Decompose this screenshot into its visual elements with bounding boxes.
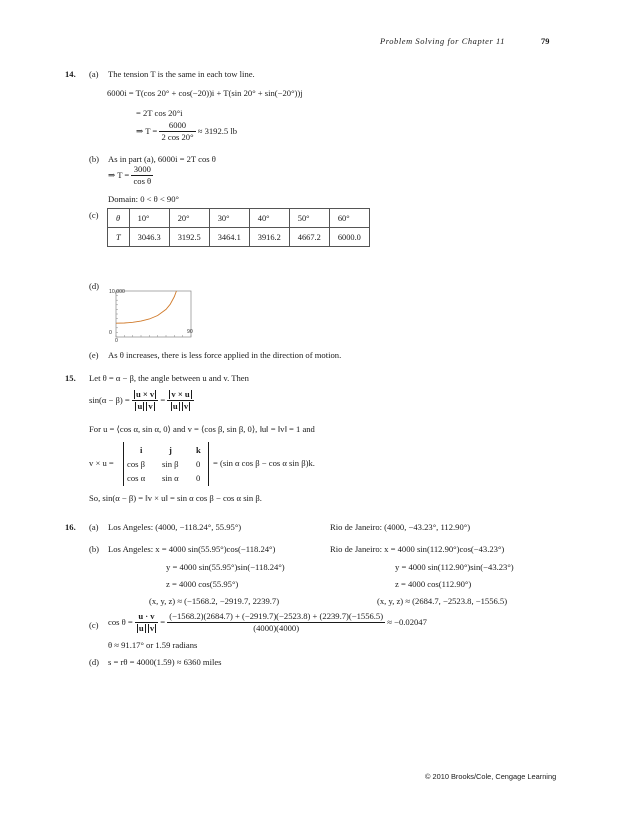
table-cell: 50° bbox=[289, 209, 329, 228]
p16-a-rio: Rio de Janeiro: (4000, −43.23°, 112.90°) bbox=[330, 522, 471, 532]
p16-d-equation: s = rθ = 4000(1.59) ≈ 6360 miles bbox=[108, 657, 222, 667]
p16-c-result: ≈ −0.02047 bbox=[387, 617, 427, 627]
p14-d-graph bbox=[100, 282, 210, 342]
p15-fraction-2 bbox=[167, 390, 193, 411]
p14-a-eq2: = 2T cos 20°i bbox=[136, 108, 183, 118]
table-cell: θ bbox=[108, 209, 130, 228]
table-cell: 6000.0 bbox=[329, 228, 369, 247]
p16-a-los-angeles: Los Angeles: (4000, −118.24°, 55.95°) bbox=[108, 522, 242, 532]
p14-a-eq1: 6000i = T(cos 20° + cos(−20))i + T(sin 20° + sin(−20°))j bbox=[107, 88, 303, 98]
p14-c-table bbox=[107, 208, 370, 247]
table-cell: 3046.3 bbox=[129, 228, 169, 247]
p16-c-lhs: cos θ = bbox=[108, 617, 133, 627]
problem-15-number: 15. bbox=[65, 373, 76, 383]
p15-f2-den-b: v bbox=[183, 401, 189, 412]
p14-a-fraction-numerator: 6000 bbox=[159, 121, 195, 132]
p16-c-f2-numerator: (−1568.2)(2684.7) + (−2919.7)(−2523.8) + (2239.7)(−1556.5) bbox=[167, 612, 385, 623]
p16-c-label: (c) bbox=[89, 620, 99, 630]
matrix-cell: cos β bbox=[127, 459, 145, 469]
p16-c-equation bbox=[108, 612, 427, 633]
p16-b-rio-x: Rio de Janeiro: x = 4000 sin(112.90°)cos(−43.23°) bbox=[330, 544, 505, 554]
p14-a-statement: The tension T is the same in each tow line. bbox=[108, 69, 255, 79]
p15-f1-numerator: u × v bbox=[135, 389, 155, 399]
matrix-cell: sin β bbox=[162, 459, 179, 469]
p14-c-label: (c) bbox=[89, 210, 99, 220]
page-number: 79 bbox=[541, 37, 550, 46]
x-tick-label-left: 0 bbox=[115, 338, 118, 342]
p15-cross-lhs: v × u = bbox=[89, 458, 114, 468]
problem-16-number: 16. bbox=[65, 522, 76, 532]
tension-curve bbox=[116, 291, 176, 323]
p14-b-eq bbox=[108, 165, 153, 186]
table-cell: 3916.2 bbox=[249, 228, 289, 247]
p15-f1-den-a: u bbox=[137, 401, 143, 412]
table-cell: 30° bbox=[209, 209, 249, 228]
p14-b-statement: As in part (a), 6000i = 2T cos θ bbox=[108, 154, 216, 164]
p14-b-label: (b) bbox=[89, 154, 100, 164]
matrix-cell: j bbox=[169, 445, 172, 455]
table-row bbox=[108, 209, 370, 228]
p14-a-fraction-denominator: 2 cos 20° bbox=[161, 132, 194, 143]
p16-c-f1-den-a: u bbox=[138, 623, 144, 634]
p15-sin-equation bbox=[89, 390, 194, 411]
matrix-cell: i bbox=[140, 445, 143, 455]
p14-b-fraction bbox=[131, 165, 153, 186]
p16-c-fraction-2 bbox=[167, 612, 385, 633]
p16-b-la-y: y = 4000 sin(55.95°)sin(−118.24°) bbox=[166, 562, 285, 572]
p14-a-eq3-prefix: ⇒ T = bbox=[136, 126, 158, 136]
p14-d-label: (d) bbox=[89, 281, 100, 291]
p14-e-label: (e) bbox=[89, 350, 99, 360]
y-tick-label-bottom: 0 bbox=[109, 330, 112, 336]
p14-b-eq-prefix: ⇒ T = bbox=[108, 170, 130, 180]
p15-fraction-1 bbox=[132, 390, 158, 411]
table-cell: 60° bbox=[329, 209, 369, 228]
p16-b-la-z: z = 4000 cos(55.95°) bbox=[166, 579, 239, 589]
p16-b-rio-xyz: (x, y, z) ≈ (2684.7, −2523.8, −1556.5) bbox=[377, 596, 508, 606]
table-cell: 3464.1 bbox=[209, 228, 249, 247]
p14-a-eq3 bbox=[136, 121, 237, 142]
y-tick-label-top: 10,000 bbox=[109, 289, 125, 295]
table-row bbox=[108, 228, 370, 247]
problem-14-number: 14. bbox=[65, 69, 76, 79]
p16-c-f2-denominator: (4000)(4000) bbox=[253, 623, 300, 634]
p15-cross-rhs: = (sin α cos β − cos α sin β)k. bbox=[213, 458, 315, 468]
p14-e-statement: As θ increases, there is less force applied in the direction of motion. bbox=[108, 350, 342, 360]
p14-b-fraction-denominator: cos θ bbox=[133, 176, 152, 187]
x-tick-label-right: 90 bbox=[187, 329, 193, 335]
p14-a-label: (a) bbox=[89, 69, 99, 79]
table-cell: 3192.5 bbox=[169, 228, 209, 247]
table-cell: 10° bbox=[129, 209, 169, 228]
matrix-cell: k bbox=[196, 445, 201, 455]
matrix-cell: cos α bbox=[127, 473, 146, 483]
p15-determinant bbox=[123, 442, 209, 486]
table-cell: 40° bbox=[249, 209, 289, 228]
p14-b-domain: Domain: 0 < θ < 90° bbox=[108, 194, 179, 204]
table-cell: T bbox=[108, 228, 130, 247]
p16-b-la-xyz: (x, y, z) ≈ (−1568.2, −2919.7, 2239.7) bbox=[149, 596, 280, 606]
copyright-footer: © 2010 Brooks/Cole, Cengage Learning bbox=[425, 772, 557, 781]
matrix-cell: sin α bbox=[162, 473, 179, 483]
p15-conclusion: So, sin(α − β) = ‖v × u‖ = sin α cos β − cos α sin β. bbox=[89, 493, 262, 503]
table-cell: 20° bbox=[169, 209, 209, 228]
p14-a-fraction bbox=[159, 121, 195, 142]
p15-equal-sign: = bbox=[160, 395, 166, 405]
p16-a-label: (a) bbox=[89, 522, 99, 532]
p15-f2-numerator: v × u bbox=[171, 389, 190, 399]
p14-a-eq3-result: ≈ 3192.5 lb bbox=[197, 126, 238, 136]
p16-c-fraction-1 bbox=[135, 612, 158, 633]
p15-sin-lhs: sin(α − β) = bbox=[89, 395, 130, 405]
p15-for-line: For u = ⟨cos α, sin α, 0⟩ and v = ⟨cos β, sin β, 0⟩, ‖u‖ = ‖v‖ = 1 and bbox=[89, 424, 315, 434]
p16-b-label: (b) bbox=[89, 544, 100, 554]
running-header: Problem Solving for Chapter 11 bbox=[380, 37, 506, 46]
p14-b-fraction-numerator: 3000 bbox=[131, 165, 153, 176]
p16-b-la-x: Los Angeles: x = 4000 sin(55.95°)cos(−118.24°) bbox=[108, 544, 276, 554]
p16-c-equal-sign: = bbox=[160, 617, 166, 627]
p15-intro: Let θ = α − β, the angle between u and v. Then bbox=[89, 373, 249, 383]
p16-b-rio-z: z = 4000 cos(112.90°) bbox=[395, 579, 472, 589]
matrix-cell: 0 bbox=[196, 459, 201, 469]
matrix-cell: 0 bbox=[196, 473, 201, 483]
table-cell: 4667.2 bbox=[289, 228, 329, 247]
p16-c-f1-numerator: u · v bbox=[135, 612, 158, 623]
p15-f1-den-b: v bbox=[148, 401, 153, 412]
p16-b-rio-y: y = 4000 sin(112.90°)sin(−43.23°) bbox=[395, 562, 514, 572]
plot-frame bbox=[116, 291, 191, 337]
p16-c-f1-den-b: v bbox=[149, 623, 155, 634]
p15-f2-den-a: u bbox=[172, 401, 178, 412]
p16-c-theta: θ ≈ 91.17° or 1.59 radians bbox=[108, 640, 198, 650]
p16-d-label: (d) bbox=[89, 657, 100, 667]
